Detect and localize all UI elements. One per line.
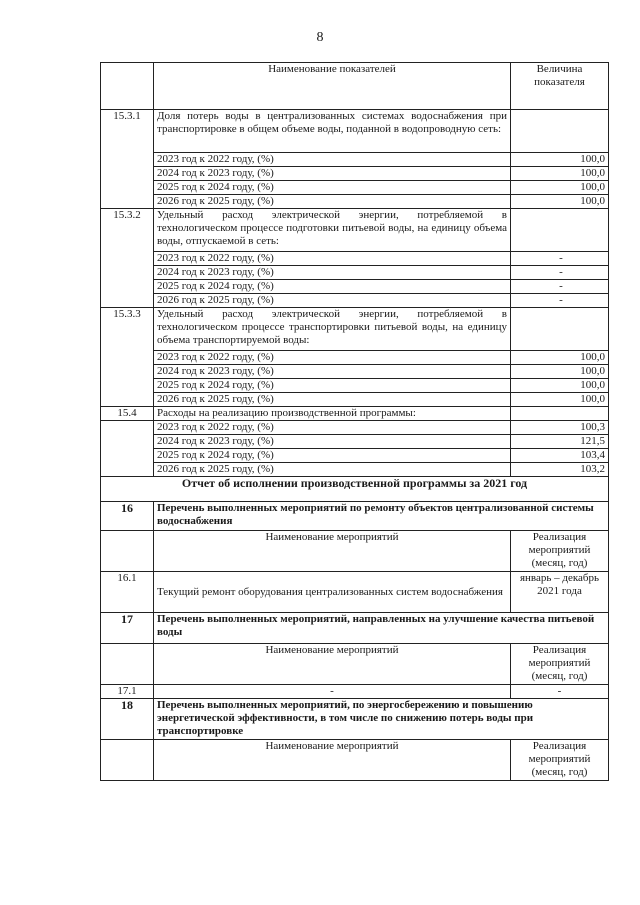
table-row — [101, 572, 609, 613]
table-row — [101, 421, 609, 435]
row-value: 100,0 — [511, 167, 609, 181]
row-label: 2024 год к 2023 году, (%) — [154, 266, 511, 280]
subheader-name: Наименование мероприятий — [154, 740, 511, 781]
section-row — [101, 699, 609, 740]
empty-value-cell — [511, 407, 609, 421]
row-label: 2026 год к 2025 году, (%) — [154, 195, 511, 209]
page-number: 8 — [316, 30, 324, 45]
row-label: 2024 год к 2023 году, (%) — [154, 435, 511, 449]
row-label: 2023 год к 2022 году, (%) — [154, 252, 511, 266]
row-value: 100,3 — [511, 421, 609, 435]
row-label: 2024 год к 2023 году, (%) — [154, 365, 511, 379]
header-value-cell: Величина показателя — [511, 63, 609, 110]
row-value: 100,0 — [511, 379, 609, 393]
section-row — [101, 110, 609, 153]
section-title: Расходы на реализацию производственной программы: — [154, 407, 511, 421]
section-title: Перечень выполненных мероприятий, направленных на улучшение качества питьевой воды — [154, 613, 609, 644]
empty-value-cell — [511, 110, 609, 153]
row-value: 100,0 — [511, 393, 609, 407]
section-row — [101, 502, 609, 531]
row-label: 2023 год к 2022 году, (%) — [154, 153, 511, 167]
header-name-cell: Наименование показателей — [154, 63, 511, 110]
row-value: 100,0 — [511, 153, 609, 167]
row-value: - — [511, 294, 609, 308]
subheader-row — [101, 531, 609, 572]
section-number: 15.3.1 — [101, 110, 154, 209]
report-title: Отчет об исполнении производственной программы за 2021 год — [101, 477, 609, 502]
section-number: 17 — [101, 613, 154, 644]
row-value: 100,0 — [511, 365, 609, 379]
empty-value-cell — [511, 308, 609, 351]
item-number: 17.1 — [101, 685, 154, 699]
row-label: 2026 год к 2025 году, (%) — [154, 393, 511, 407]
table-row — [101, 351, 609, 365]
table-row — [101, 685, 609, 699]
subheader-value: Реализация мероприятий (месяц, год) — [511, 740, 609, 781]
item-value: - — [511, 685, 609, 699]
section-row — [101, 407, 609, 421]
table-row — [101, 252, 609, 266]
table-row — [101, 266, 609, 280]
section-number: 18 — [101, 699, 154, 740]
section-number: 15.4 — [101, 407, 154, 421]
item-value: январь – декабрь 2021 года — [511, 572, 609, 613]
row-value: 103,4 — [511, 449, 609, 463]
row-label: 2025 год к 2024 году, (%) — [154, 280, 511, 294]
item-name: Текущий ремонт оборудования централизованных систем водоснабжения — [154, 572, 511, 613]
table-row — [101, 167, 609, 181]
subheader-value: Реализация мероприятий (месяц, год) — [511, 644, 609, 685]
table-header-row — [101, 63, 609, 110]
table-row — [101, 181, 609, 195]
table-row — [101, 294, 609, 308]
item-name: - — [154, 685, 511, 699]
row-label: 2023 год к 2022 году, (%) — [154, 351, 511, 365]
empty-num-cell — [101, 740, 154, 781]
row-value: 103,2 — [511, 463, 609, 477]
item-number: 16.1 — [101, 572, 154, 613]
table-row — [101, 280, 609, 294]
row-value: 100,0 — [511, 195, 609, 209]
section-number: 16 — [101, 502, 154, 531]
section-title: Удельный расход электрической энергии, потребляемой в технологическом процессе подготовки питьевой воды, на единицу объема воды, отпускаемой в сеть: — [154, 209, 511, 252]
table-row — [101, 379, 609, 393]
row-value: - — [511, 266, 609, 280]
subheader-row — [101, 644, 609, 685]
table-row — [101, 365, 609, 379]
empty-num-cell — [101, 421, 154, 477]
section-title: Доля потерь воды в централизованных системах водоснабжения при транспортировке в общем объеме воды, поданной в водопроводную сеть: — [154, 110, 511, 153]
table-row — [101, 463, 609, 477]
table-row — [101, 449, 609, 463]
row-value: - — [511, 252, 609, 266]
row-label: 2023 год к 2022 году, (%) — [154, 421, 511, 435]
table-row — [101, 435, 609, 449]
empty-num-cell — [101, 644, 154, 685]
section-number: 15.3.2 — [101, 209, 154, 308]
row-label: 2026 год к 2025 году, (%) — [154, 294, 511, 308]
row-label: 2026 год к 2025 году, (%) — [154, 463, 511, 477]
subheader-name: Наименование мероприятий — [154, 531, 511, 572]
section-row — [101, 308, 609, 351]
subheader-row — [101, 740, 609, 781]
table-row — [101, 195, 609, 209]
row-label: 2025 год к 2024 году, (%) — [154, 449, 511, 463]
row-label: 2025 год к 2024 году, (%) — [154, 379, 511, 393]
report-title-row — [101, 477, 609, 502]
section-title: Удельный расход электрической энергии, потребляемой в технологическом процессе транспортировки питьевой воды, на единицу объема транспортируемой воды: — [154, 308, 511, 351]
header-num-cell — [101, 63, 154, 110]
section-number: 15.3.3 — [101, 308, 154, 407]
row-value: 100,0 — [511, 351, 609, 365]
empty-value-cell — [511, 209, 609, 252]
section-row — [101, 209, 609, 252]
empty-num-cell — [101, 531, 154, 572]
row-label: 2025 год к 2024 году, (%) — [154, 181, 511, 195]
section-title: Перечень выполненных мероприятий по ремонту объектов централизованной системы водоснабжения — [154, 502, 609, 531]
indicators-table — [100, 62, 609, 781]
subheader-value: Реализация мероприятий (месяц, год) — [511, 531, 609, 572]
row-value: 100,0 — [511, 181, 609, 195]
subheader-name: Наименование мероприятий — [154, 644, 511, 685]
row-value: 121,5 — [511, 435, 609, 449]
table-row — [101, 393, 609, 407]
row-label: 2024 год к 2023 году, (%) — [154, 167, 511, 181]
section-row — [101, 613, 609, 644]
row-value: - — [511, 280, 609, 294]
section-title: Перечень выполненных мероприятий, по энергосбережению и повышению энергетической эффективности, в том числе по снижению потерь воды при транспортировке — [154, 699, 609, 740]
table-row — [101, 153, 609, 167]
